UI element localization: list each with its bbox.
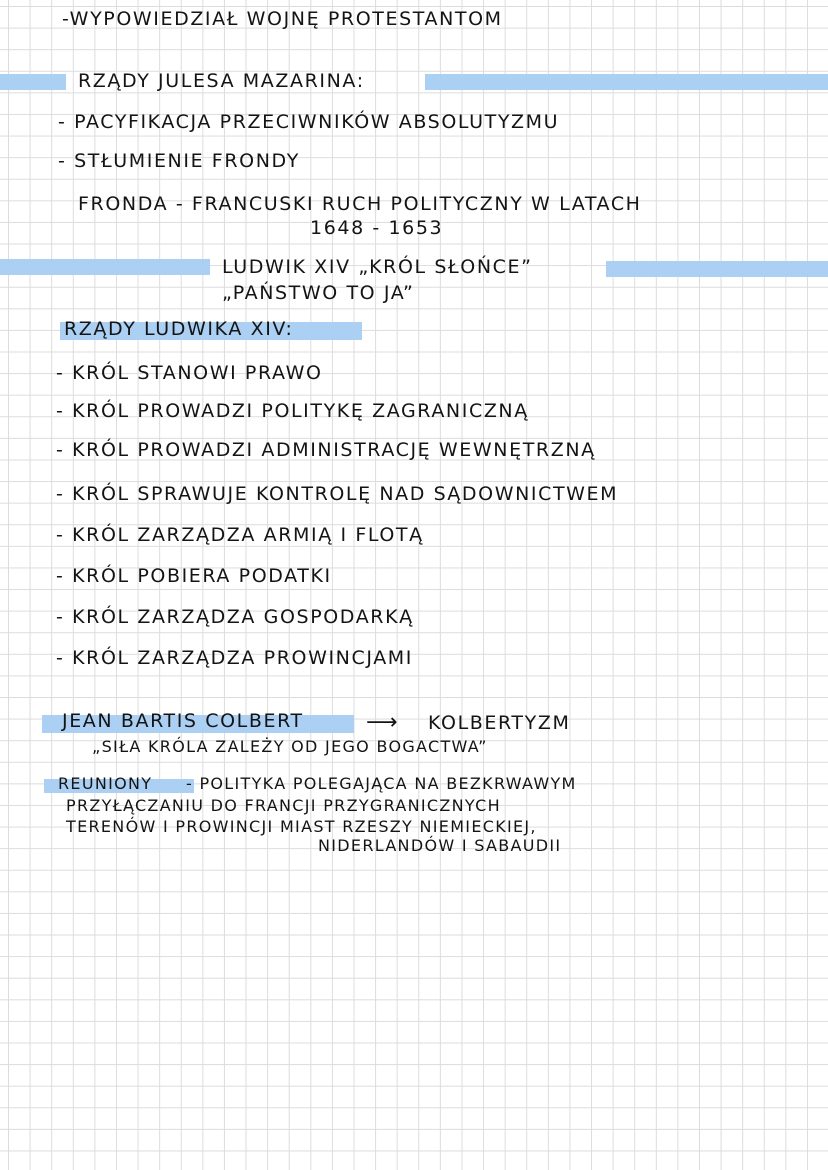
term-reuniony: REUNIONY: [58, 774, 153, 793]
line-fronda-years: 1648 - 1653: [310, 217, 444, 239]
line-stlumienie: - STŁUMIENIE FRONDY: [58, 150, 300, 172]
quote-panstwo: „PAŃSTWO TO JA”: [222, 282, 415, 304]
list-item-sadownictwo: - KRÓL SPRAWUJE KONTROLĘ NAD SĄDOWNICTWEM: [56, 483, 619, 505]
list-item-administracja: - KRÓL PROWADZI ADMINISTRACJĘ WEWNĘTRZNĄ: [56, 439, 596, 461]
heading-rzady-ludwika: RZĄDY LUDWIKA XIV:: [64, 318, 294, 340]
list-item-prowincje: - KRÓL ZARZĄDZA PROWINCJAMI: [56, 647, 413, 669]
list-item-zagraniczna: - KRÓL PROWADZI POLITYKĘ ZAGRANICZNĄ: [56, 400, 529, 422]
arrow-icon: ⟶: [366, 710, 400, 735]
highlight-ludwik-left: [0, 259, 210, 275]
highlight-mazarin-left: [0, 74, 66, 90]
reuniony-definition-4: NIDERLANDÓW I SABAUDII: [318, 836, 562, 855]
heading-mazarin: RZĄDY JULESA MAZARINA:: [78, 70, 365, 92]
list-item-gospodarka: - KRÓL ZARZĄDZA GOSPODARKĄ: [56, 606, 414, 628]
quote-colbert: „SIŁA KRÓLA ZALEŻY OD JEGO BOGACTWA”: [92, 737, 488, 756]
list-item-prawo: - KRÓL STANOWI PRAWO: [56, 362, 323, 384]
line-pacyfikacja: - PACYFIKACJA PRZECIWNIKÓW ABSOLUTYZMU: [58, 111, 560, 133]
line-war-protestants: -WYPOWIEDZIAŁ WOJNĘ PROTESTANTOM: [62, 8, 503, 30]
reuniony-definition-1: - POLITYKA POLEGAJĄCA NA BEZKRWAWYM: [186, 774, 577, 793]
reuniony-definition-3: TERENÓW I PROWINCJI MIAST RZESZY NIEMIECKIEJ,: [66, 817, 537, 836]
highlight-ludwik-right: [606, 261, 828, 277]
line-fronda-definition: FRONDA - FRANCUSKI RUCH POLITYCZNY W LATACH: [78, 193, 642, 215]
reuniony-definition-2: PRZYŁĄCZANIU DO FRANCJI PRZYGRANICZNYCH: [66, 796, 501, 815]
heading-ludwik: LUDWIK XIV „KRÓL SŁOŃCE”: [222, 256, 533, 278]
highlight-mazarin-right: [425, 74, 828, 90]
list-item-armia: - KRÓL ZARZĄDZA ARMIĄ I FLOTĄ: [56, 524, 424, 546]
term-kolbertyzm: KOLBERTYZM: [428, 712, 571, 734]
heading-colbert: JEAN BARTIS COLBERT: [62, 710, 304, 732]
list-item-podatki: - KRÓL POBIERA PODATKI: [56, 565, 332, 587]
